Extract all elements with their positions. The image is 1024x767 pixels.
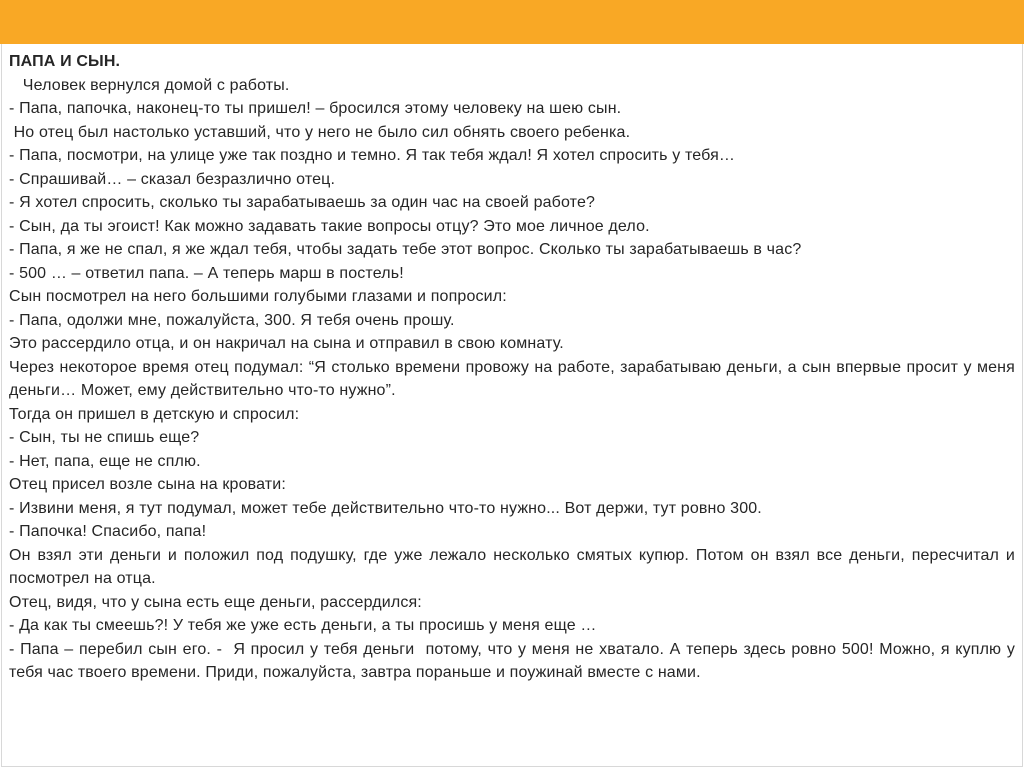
paragraph-23: - Папа – перебил сын его. - Я просил у тебя деньги потому, что у меня не хватало. А теперь здесь ровно 500! Можно, я куплю у тебя час твоего времени. Приди, пожалуйста, завтра пораньше и поужинай вместе с нами. [9, 640, 1020, 681]
paragraph-4: - Папа, посмотри, на улице уже так поздно и темно. Я так тебя ждал! Я хотел спросить у тебя… [9, 147, 736, 164]
paragraph-11: - Папа, одолжи мне, пожалуйста, 300. Я тебя очень прошу. [9, 311, 455, 329]
paragraph-18: - Извини меня, я тут подумал, может тебе действительно что-то нужно... Вот держи, тут ровно 300. [9, 499, 762, 517]
paragraph-15: - Сын, ты не спишь еще? [9, 429, 200, 446]
header-bar [0, 0, 1024, 44]
paragraph-6: - Я хотел спросить, сколько ты зарабатываешь за один час на своей работе? [9, 194, 596, 211]
paragraph-12: Это рассердило отца, и он накричал на сына и отправил в свою комнату. [9, 335, 564, 352]
paragraph-19: - Папочка! Спасибо, папа! [9, 523, 207, 540]
paragraph-5: - Спрашивай… – сказал безразлично отец. [9, 170, 336, 188]
paragraph-20: Он взял эти деньги и положил под подушку, где уже лежало несколько смятых купюр. Потом он взял все деньги, пересчитал и посмотрел на отца. [9, 546, 1015, 587]
paragraph-2: - Папа, папочка, наконец-то ты пришел! – бросился этому человеку на шею сын. [9, 100, 622, 117]
paragraph-3: Но отец был настолько уставший, что у него не было сил обнять своего ребенка. [9, 123, 631, 141]
paragraph-1: Человек вернулся домой с работы. [9, 76, 290, 94]
paragraph-13: Через некоторое время отец подумал: “Я столько времени провожу на работе, зарабатываю деньги, а сын впервые просит у меня деньги… Может, ему действительно что-то нужно”. [9, 358, 1015, 399]
paragraph-8: - Папа, я же не спал, я же ждал тебя, чтобы задать тебе этот вопрос. Сколько ты зарабатываешь в час? [9, 241, 802, 258]
paragraph-16: - Нет, папа, еще не сплю. [9, 452, 201, 470]
paragraph-17: Отец присел возле сына на кровати: [9, 476, 286, 493]
story-text-block [1, 44, 1023, 767]
paragraph-9: - 500 … – ответил папа. – А теперь марш в постель! [9, 264, 404, 282]
paragraph-10: Сын посмотрел на него большими голубыми глазами и попросил: [9, 288, 507, 305]
story-title: ПАПА И СЫН. [9, 53, 121, 70]
paragraph-14: Тогда он пришел в детскую и спросил: [9, 405, 300, 423]
paragraph-7: - Сын, да ты эгоист! Как можно задавать такие вопросы отцу? Это мое личное дело. [9, 217, 650, 235]
paragraph-22: - Да как ты смеешь?! У тебя же уже есть деньги, а ты просишь у меня еще … [9, 617, 597, 634]
paragraph-21: Отец, видя, что у сына есть еще деньги, рассердился: [9, 593, 422, 611]
